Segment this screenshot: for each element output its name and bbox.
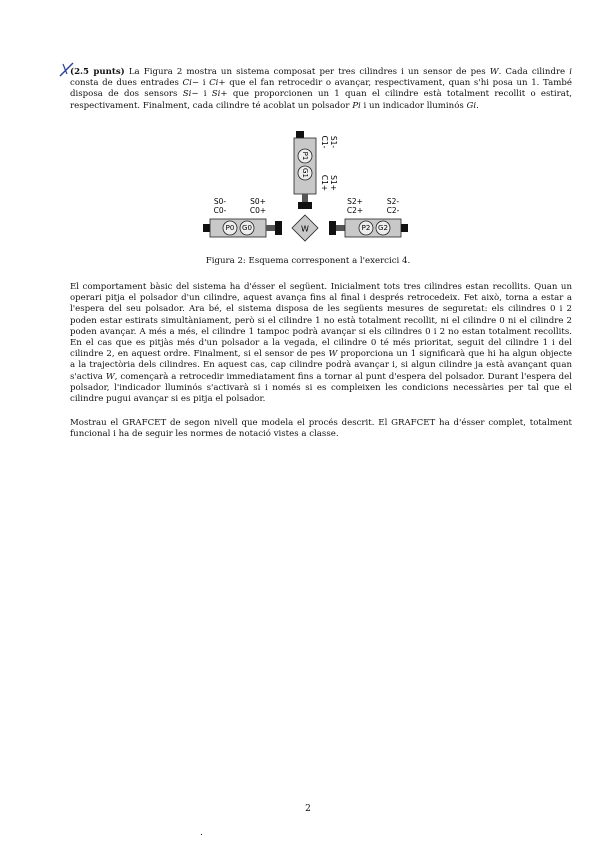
p0-label: P0 <box>225 224 235 232</box>
s0-plus-label: S0+ <box>250 197 266 206</box>
var-ci-minus: Ci− <box>182 78 200 89</box>
problem-text-7: que proporcionen un 1 quan el cilindre està totalment recollit o estirat, respectivament. Finalment, cada cilindre té acoblat un polsador <box>70 89 572 111</box>
c2-plus-label: C2+ <box>346 206 364 215</box>
g2-label: G2 <box>378 224 388 232</box>
c1-minus-label: C1- <box>320 135 329 149</box>
page-number: 2 <box>305 804 311 814</box>
var-gi: Gi <box>466 100 477 111</box>
c0-plus-label: C0+ <box>249 206 267 215</box>
problem-text-4: i <box>199 78 210 89</box>
cylinder-0 <box>203 197 282 237</box>
c0-minus-label: C0- <box>213 206 227 215</box>
problem-text-2: . Cada cilindre <box>498 67 570 77</box>
p1-label: P1 <box>301 151 309 161</box>
var-pi: Pi <box>352 100 361 111</box>
problem-text-6: i <box>198 89 212 100</box>
problem-text-1: La Figura 2 mostra un sistema composat per tres cilindres i un sensor de pes <box>128 67 490 77</box>
cylinder-2 <box>329 197 408 237</box>
problem-statement <box>70 67 572 112</box>
problem-text-9: . <box>476 100 479 111</box>
figure-caption: Figura 2: Esquema corresponent a l'exercici 4. <box>205 256 411 266</box>
s0-minus-label: S0- <box>213 197 227 206</box>
points-label: (2.5 punts) <box>70 67 125 77</box>
problem-text-3: consta de dues entrades <box>70 78 183 89</box>
problem-text-8: i un indicador lluminós <box>360 100 467 111</box>
var-W: W <box>489 67 499 77</box>
var-i: i <box>569 67 572 77</box>
cylinder-schematic <box>190 128 430 246</box>
footer-mark: . <box>200 828 203 838</box>
p2-label: P2 <box>361 224 371 232</box>
weight-sensor <box>292 215 318 241</box>
g1-label: G1 <box>301 168 309 178</box>
var-ci-plus: Ci+ <box>209 78 226 89</box>
s1-minus-label: S1- <box>329 135 338 149</box>
para2-var-W2: W <box>105 371 115 382</box>
s2-minus-label: S2- <box>386 197 400 206</box>
w-label: W <box>301 224 309 234</box>
para2-text-3: , començarà a retrocedir immediatament fins a tornar al punt d'espera del polsador. Durant l'espera del polsador, l'indicador lluminós s'activarà si i només si es compleixen les condicions necessàries per tal que el cilindre pugui avançar si es pitja el polsador. <box>70 371 573 405</box>
behaviour-paragraph <box>70 282 572 405</box>
var-si-plus: Si+ <box>211 89 228 100</box>
g0-label: G0 <box>242 224 252 232</box>
cylinder-1 <box>294 131 338 209</box>
problem-text-5: que el fan retrocedir o avançar, respectivament, quan s'hi posa un 1. També disposa de dos sensors <box>70 78 572 100</box>
task-paragraph: Mostrau el GRAFCET de segon nivell que modela el procés descrit. El GRAFCET ha d'ésser complet, totalment funcional i ha de seguir les normes de notació vistes a classe. <box>70 418 572 440</box>
para2-text-1: El comportament bàsic del sistema ha d'ésser el següent. Inicialment tots tres cilindres estan recollits. Quan un operari pitja el polsador d'un cilindre, aquest avança fins al final i després retrocedeix. Fet això, torna a estar a l'espera del seu polsador. Ara bé, el sistema disposa de les següents mesures de seguretat: els cilindres 0 i 2 poden estar estirats simultàniament, però si el cilindre 1 no està totalment recollit, ni el cilindre 0 ni el cilindre 2 poden avançar. A més a més, el cilindre 1 tampoc podrà avançar si els cilindres 0 i 2 no estan totalment recollits. En el cas que es pitjàs més d'un polsador a la vegada, el cilindre 0 té més prioritat, seguit del cilindre 1 i del cilindre 2, en aquest ordre. Finalment, si el sensor de pes <box>70 282 572 360</box>
var-si-minus: Si− <box>182 89 199 100</box>
c1-plus-label: C1+ <box>320 174 329 192</box>
s1-plus-label: S1+ <box>329 175 338 191</box>
s2-plus-label: S2+ <box>347 197 363 206</box>
c2-minus-label: C2- <box>386 206 400 215</box>
para2-var-W: W <box>328 349 338 360</box>
para2-text-2: proporciona un 1 significarà que hi ha algun objecte a la trajectòria dels cilindres. En aquest cas, cap cilindre podrà avançar i, si algun cilindre ja està avançant quan s'activa <box>70 349 572 382</box>
